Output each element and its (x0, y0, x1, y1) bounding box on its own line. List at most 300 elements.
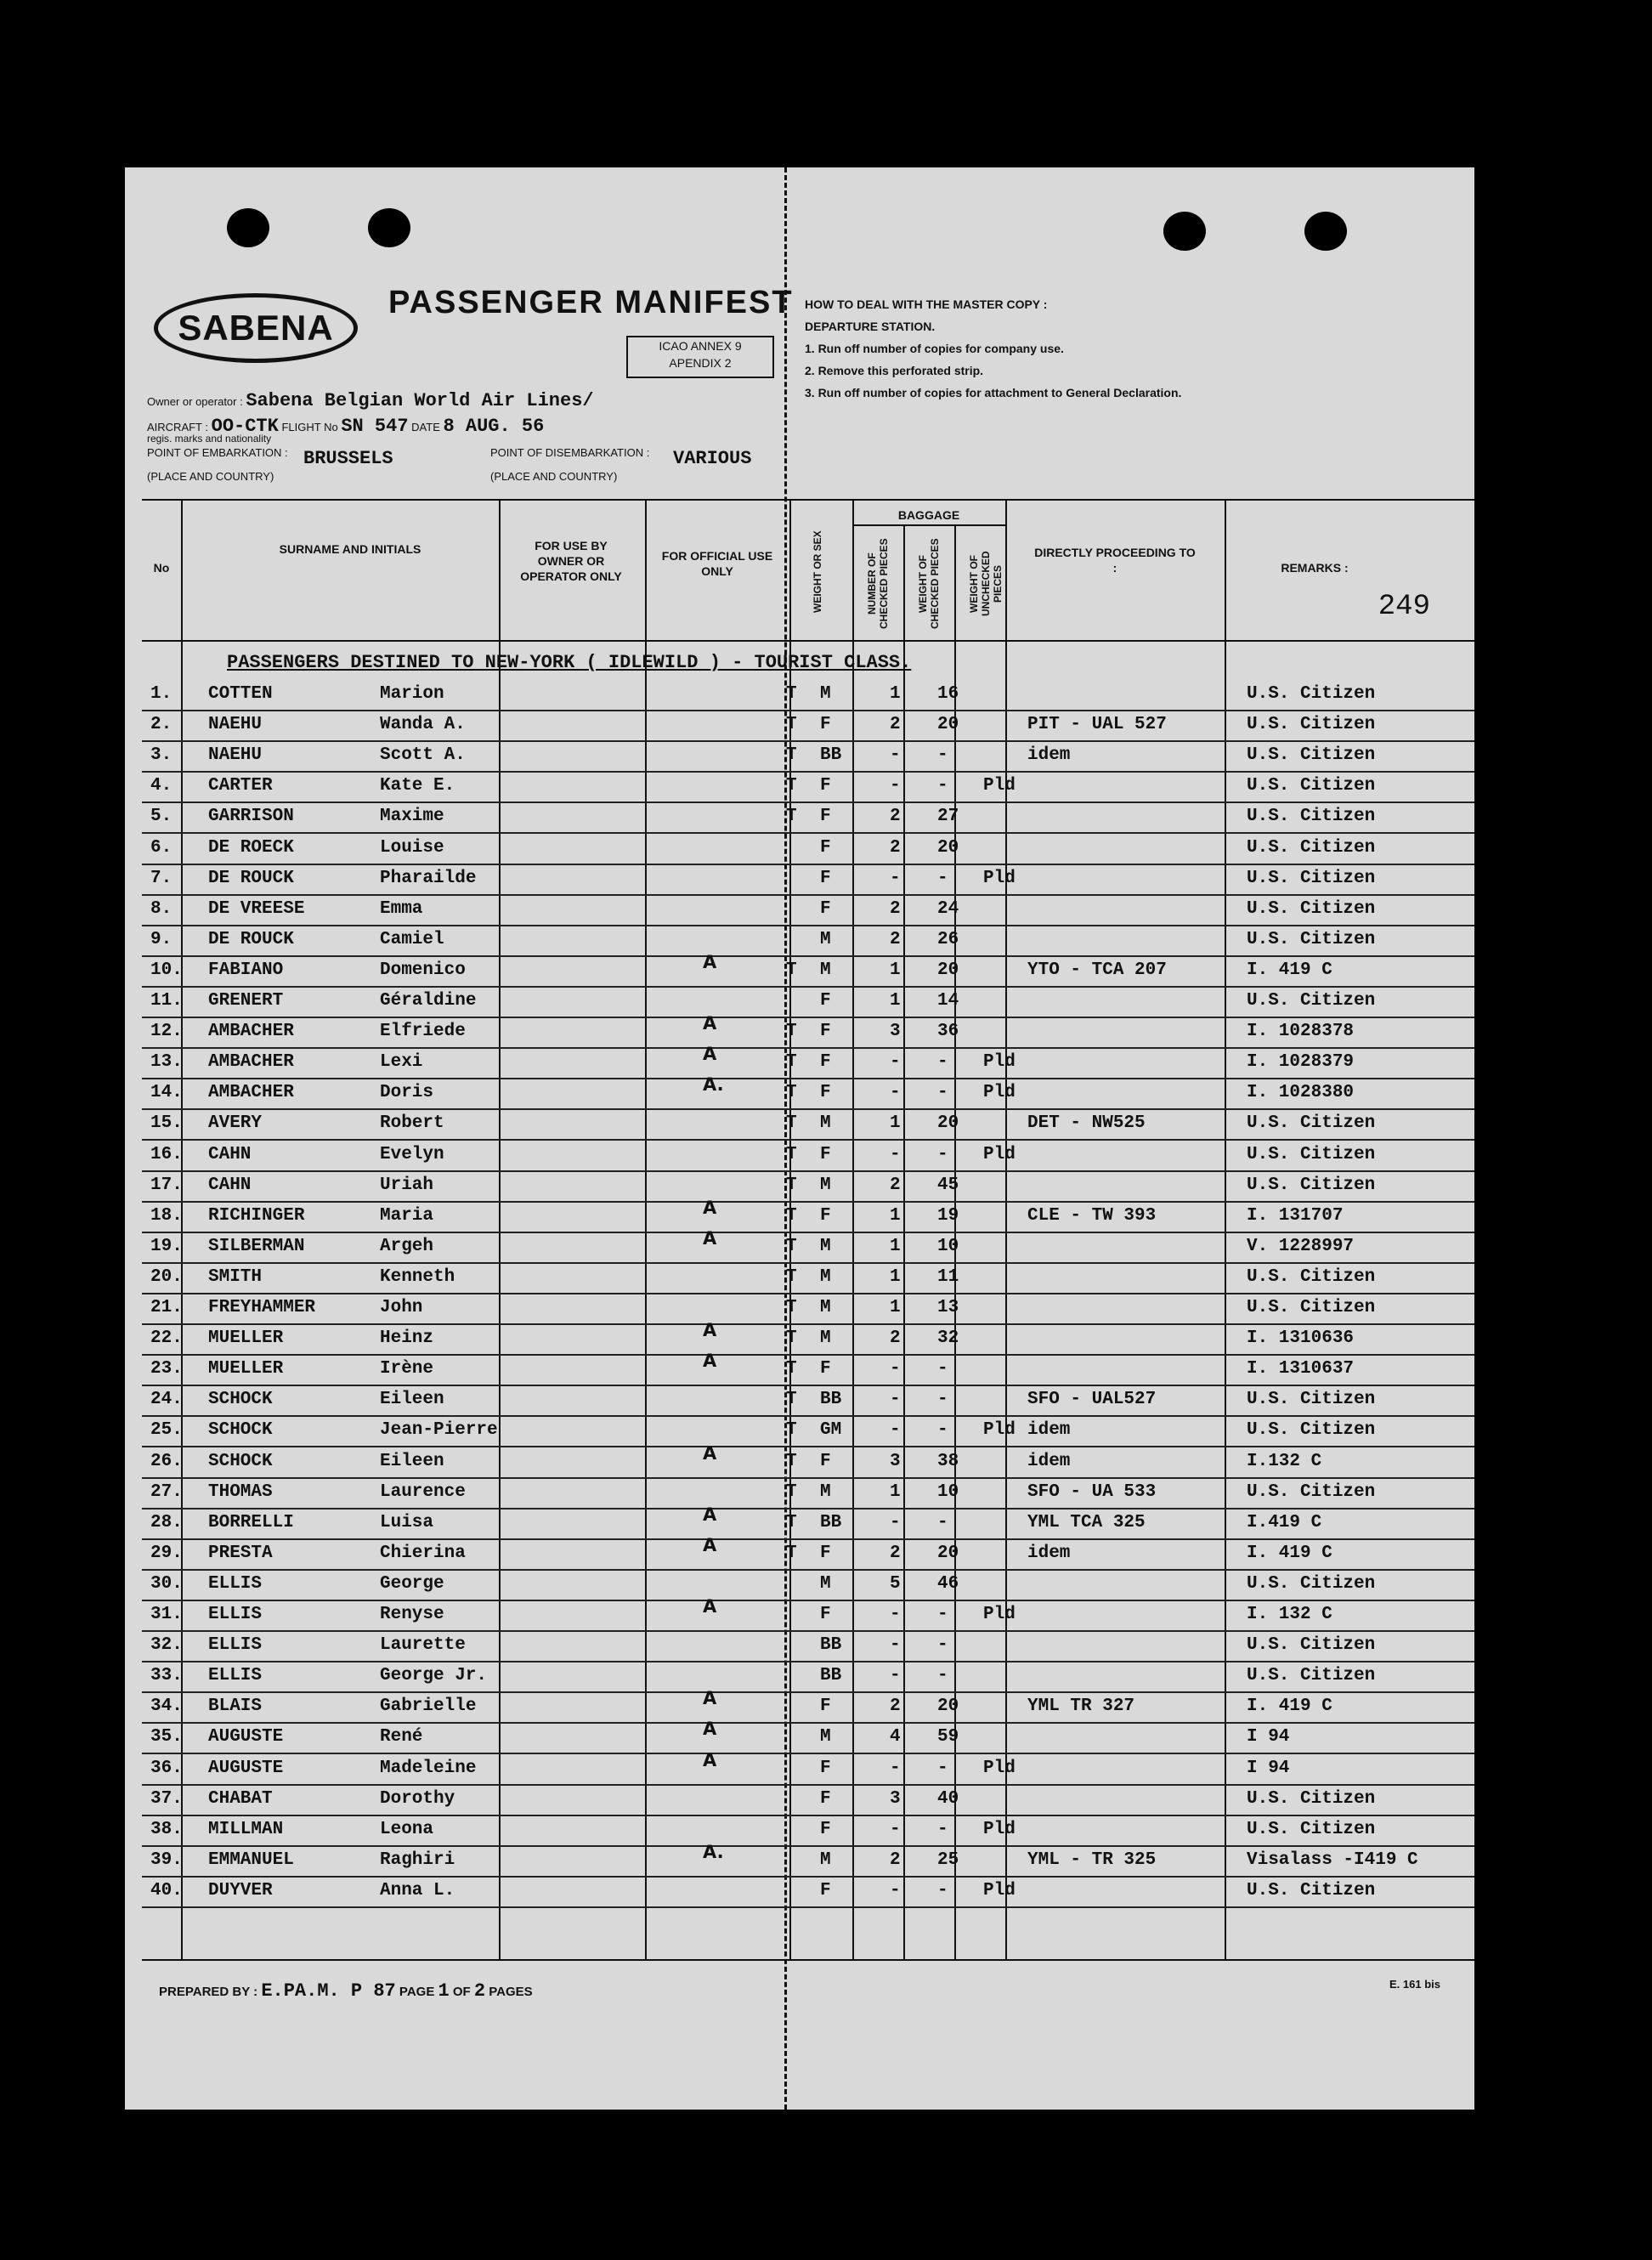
disembark-label: POINT OF DISEMBARKATION : (490, 446, 650, 459)
row-sex: F (820, 837, 831, 858)
operator-line (147, 390, 594, 411)
row-surname: FREYHAMMER (208, 1298, 316, 1317)
row-number: 6. (150, 837, 173, 858)
row-number: 26. (150, 1451, 183, 1471)
instruction-step: 2. Remove this perforated strip. (805, 364, 984, 377)
row-checked-pieces: 2 (890, 837, 901, 858)
row-official-mark: A (703, 1534, 717, 1555)
date-value: 8 AUG. 56 (443, 416, 545, 437)
row-remarks: U.S. Citizen (1247, 684, 1376, 704)
page-title: PASSENGER MANIFEST (388, 285, 794, 320)
row-remarks: I.419 C (1247, 1512, 1322, 1532)
row-surname: CHABAT (208, 1788, 273, 1809)
icao-line-2: APENDIX 2 (669, 356, 732, 370)
table-row (142, 803, 1474, 834)
row-checked-weight: 11 (937, 1266, 959, 1287)
row-checked-weight: 19 (937, 1205, 959, 1226)
row-remarks: U.S. Citizen (1247, 1635, 1376, 1656)
row-sex: F (820, 1144, 831, 1164)
row-checked-pieces: 2 (890, 1328, 901, 1349)
table-row (142, 1044, 1474, 1079)
footer (159, 1980, 533, 2002)
row-sex: F (820, 1083, 831, 1103)
row-official-mark: A (703, 1596, 717, 1617)
row-unchecked: Pld (983, 1605, 1016, 1624)
col-unchecked-weight: WEIGHT OF UNCHECKED PIECES (968, 551, 1004, 617)
row-class: T (786, 715, 797, 735)
row-class: T (786, 1328, 797, 1349)
row-proceeding: idem (1027, 1451, 1071, 1471)
row-remarks: I. 132 C (1247, 1605, 1332, 1624)
row-checked-weight: - (937, 1666, 948, 1686)
row-remarks: I. 1028378 (1247, 1022, 1355, 1042)
row-surname: PRESTA (208, 1543, 273, 1563)
row-checked-weight: 10 (937, 1481, 959, 1502)
row-official-mark: A (703, 1320, 717, 1341)
row-proceeding: YML TR 327 (1027, 1696, 1135, 1717)
table-row (142, 1417, 1474, 1447)
row-checked-weight: 36 (937, 1022, 959, 1042)
row-remarks: I. 1028380 (1247, 1083, 1355, 1103)
row-number: 27. (150, 1481, 183, 1502)
row-given-name: Raghiri (380, 1849, 455, 1870)
row-remarks: I. 419 C (1247, 1543, 1332, 1563)
row-surname: DE VREESE (208, 898, 305, 919)
row-sex: M (820, 1849, 831, 1870)
row-sex: F (820, 776, 831, 796)
punch-hole (1163, 212, 1206, 251)
row-checked-weight: - (937, 868, 948, 888)
row-unchecked: Pld (983, 868, 1016, 888)
table-row (142, 1662, 1474, 1693)
table-row (142, 1749, 1474, 1786)
row-surname: DUYVER (208, 1880, 273, 1900)
row-number: 12. (150, 1022, 183, 1042)
row-checked-pieces: 1 (890, 1113, 901, 1134)
aircraft-sub-label: regis. marks and nationality (147, 433, 272, 445)
row-checked-weight: 26 (937, 929, 959, 949)
punch-hole (368, 208, 410, 247)
row-official-mark: A (703, 1442, 717, 1464)
row-given-name: Robert (380, 1113, 444, 1134)
row-sex: M (820, 960, 831, 980)
row-class: T (786, 1175, 797, 1195)
row-surname: ELLIS (208, 1635, 263, 1656)
row-checked-weight: 45 (937, 1175, 959, 1195)
row-number: 24. (150, 1390, 183, 1410)
aircraft-label: AIRCRAFT : (147, 421, 208, 433)
row-given-name: Camiel (380, 929, 444, 949)
col-checked-weight: WEIGHT OF CHECKED PIECES (917, 538, 941, 630)
row-number: 31. (150, 1605, 183, 1624)
row-sex: M (820, 1298, 831, 1317)
row-sex: F (820, 1788, 831, 1809)
row-number: 33. (150, 1666, 183, 1686)
row-class: T (786, 745, 797, 766)
row-checked-pieces: 1 (890, 1266, 901, 1287)
row-class: T (786, 1451, 797, 1471)
prepared-label: PREPARED BY : (159, 1985, 258, 1999)
table-row (142, 1110, 1474, 1141)
row-number: 20. (150, 1266, 183, 1287)
row-checked-pieces: 3 (890, 1451, 901, 1471)
row-given-name: Maxime (380, 807, 444, 827)
row-given-name: Laurette (380, 1635, 466, 1656)
row-surname: THOMAS (208, 1481, 273, 1502)
row-remarks: I. 419 C (1247, 960, 1332, 980)
row-official-mark: A (703, 951, 717, 972)
table-row (142, 742, 1474, 773)
table-row (142, 1172, 1474, 1203)
row-surname: AMBACHER (208, 1052, 294, 1073)
row-sex: F (820, 1022, 831, 1042)
row-official-mark: A (703, 1719, 717, 1740)
row-checked-weight: - (937, 1635, 948, 1656)
row-sex: F (820, 807, 831, 827)
row-checked-weight: 14 (937, 991, 959, 1011)
row-surname: RICHINGER (208, 1205, 305, 1226)
row-unchecked: Pld (983, 1758, 1016, 1778)
row-surname: ELLIS (208, 1573, 263, 1594)
row-given-name: Wanda A. (380, 715, 466, 735)
row-given-name: John (380, 1298, 423, 1317)
aircraft-value: OO-CTK (211, 416, 279, 437)
row-checked-weight: - (937, 1819, 948, 1839)
row-sex: GM (820, 1420, 842, 1441)
row-checked-weight: - (937, 1420, 948, 1441)
row-proceeding: YTO - TCA 207 (1027, 960, 1167, 980)
row-checked-weight: 20 (937, 837, 959, 858)
row-surname: FABIANO (208, 960, 284, 980)
row-surname: SCHOCK (208, 1420, 273, 1441)
row-given-name: Pharailde (380, 868, 477, 888)
row-given-name: Emma (380, 898, 423, 919)
row-checked-pieces: 2 (890, 929, 901, 949)
row-number: 1. (150, 684, 173, 704)
row-sex: BB (820, 1666, 842, 1686)
row-remarks: U.S. Citizen (1247, 1819, 1376, 1839)
row-checked-pieces: - (890, 1635, 901, 1656)
row-remarks: U.S. Citizen (1247, 1788, 1376, 1809)
row-checked-pieces: - (890, 776, 901, 796)
row-checked-pieces: 2 (890, 807, 901, 827)
row-official-mark: A (703, 1227, 717, 1249)
row-surname: CAHN (208, 1175, 252, 1195)
row-remarks: U.S. Citizen (1247, 1298, 1376, 1317)
col-owner-use: FOR USE BY OWNER OR OPERATOR ONLY (520, 539, 622, 583)
date-label: DATE (411, 421, 440, 433)
row-checked-pieces: 3 (890, 1022, 901, 1042)
row-checked-weight: 27 (937, 807, 959, 827)
row-sex: F (820, 1359, 831, 1379)
table-row (142, 1320, 1474, 1356)
table-row (142, 1596, 1474, 1632)
of-label: OF (452, 1985, 471, 1999)
row-checked-weight: 46 (937, 1573, 959, 1594)
row-number: 13. (150, 1052, 183, 1073)
row-remarks: U.S. Citizen (1247, 929, 1376, 949)
row-remarks: U.S. Citizen (1247, 745, 1376, 766)
punch-hole (1304, 212, 1347, 251)
sabena-logo: SABENA (154, 293, 358, 363)
col-no: No (153, 561, 170, 575)
row-surname: AMBACHER (208, 1022, 294, 1042)
row-number: 11. (150, 991, 183, 1011)
row-checked-weight: - (937, 1512, 948, 1532)
row-checked-weight: - (937, 1605, 948, 1624)
row-number: 7. (150, 868, 173, 888)
row-sex: F (820, 1052, 831, 1073)
row-checked-pieces: 1 (890, 684, 901, 704)
row-class: T (786, 807, 797, 827)
row-checked-pieces: - (890, 745, 901, 766)
row-given-name: Dorothy (380, 1788, 455, 1809)
row-remarks: U.S. Citizen (1247, 1573, 1376, 1594)
table-row (142, 773, 1474, 803)
row-surname: AVERY (208, 1113, 263, 1134)
row-surname: MUELLER (208, 1359, 284, 1379)
row-number: 29. (150, 1543, 183, 1563)
punch-hole (227, 208, 269, 247)
table-row (142, 1074, 1474, 1110)
row-number: 9. (150, 929, 173, 949)
row-given-name: Maria (380, 1205, 434, 1226)
manifest-sheet (125, 167, 1474, 2110)
row-surname: NAEHU (208, 745, 263, 766)
row-sex: F (820, 1819, 831, 1839)
row-number: 19. (150, 1236, 183, 1256)
instruction-step: 3. Run off number of copies for attachment to General Declaration. (805, 386, 1182, 399)
row-checked-weight: 20 (937, 1113, 959, 1134)
flight-value: SN 547 (341, 416, 409, 437)
row-given-name: Scott A. (380, 745, 466, 766)
row-proceeding: PIT - UAL 527 (1027, 715, 1167, 735)
row-given-name: Renyse (380, 1605, 444, 1624)
table-row (142, 1632, 1474, 1662)
col-surname: SURNAME AND INITIALS (279, 542, 421, 556)
row-class: T (786, 1481, 797, 1502)
row-checked-weight: 13 (937, 1298, 959, 1317)
row-unchecked: Pld (983, 1052, 1016, 1073)
row-proceeding: idem (1027, 1543, 1071, 1563)
row-class: T (786, 1390, 797, 1410)
row-official-mark: A (703, 1688, 717, 1709)
row-checked-pieces: 1 (890, 1298, 901, 1317)
row-remarks: U.S. Citizen (1247, 1481, 1376, 1502)
row-sex: M (820, 1113, 831, 1134)
row-remarks: U.S. Citizen (1247, 898, 1376, 919)
row-given-name: Kenneth (380, 1266, 455, 1287)
table-row (142, 711, 1474, 742)
row-surname: DE ROUCK (208, 929, 294, 949)
table-row (142, 681, 1474, 711)
table-row (142, 1013, 1474, 1049)
row-checked-pieces: 1 (890, 991, 901, 1011)
row-given-name: Laurence (380, 1481, 466, 1502)
table-row (142, 1351, 1474, 1386)
table-row (142, 1878, 1474, 1908)
row-checked-weight: 20 (937, 715, 959, 735)
row-checked-weight: 32 (937, 1328, 959, 1349)
table-row (142, 896, 1474, 926)
row-remarks: U.S. Citizen (1247, 1266, 1376, 1287)
row-sex: M (820, 1727, 831, 1747)
table-top-rule (142, 499, 1474, 501)
row-remarks: U.S. Citizen (1247, 1666, 1376, 1686)
row-checked-pieces: - (890, 1880, 901, 1900)
col-weight-sex: WEIGHT OR SEX (812, 530, 823, 614)
row-surname: MUELLER (208, 1328, 284, 1349)
instructions-subtitle: DEPARTURE STATION. (805, 320, 936, 333)
row-checked-pieces: - (890, 1359, 901, 1379)
row-given-name: Lexi (380, 1052, 423, 1073)
row-sex: F (820, 715, 831, 735)
table-header-rule (142, 640, 1474, 642)
row-surname: BLAIS (208, 1696, 263, 1717)
row-remarks: I. 1028379 (1247, 1052, 1355, 1073)
embark-label: POINT OF EMBARKATION : (147, 446, 288, 459)
table-bottom-rule (142, 1959, 1474, 1961)
row-surname: AUGUSTE (208, 1727, 284, 1747)
row-surname: GRENERT (208, 991, 284, 1011)
row-sex: M (820, 1481, 831, 1502)
row-sex: M (820, 1236, 831, 1256)
row-given-name: Madeleine (380, 1758, 477, 1778)
row-number: 28. (150, 1512, 183, 1532)
row-number: 23. (150, 1359, 183, 1379)
row-surname: AMBACHER (208, 1083, 294, 1103)
row-class: T (786, 1543, 797, 1563)
row-checked-pieces: - (890, 868, 901, 888)
page-stamp: 249 (1378, 591, 1430, 623)
row-sex: BB (820, 1390, 842, 1410)
row-unchecked: Pld (983, 1880, 1016, 1900)
col-remarks: REMARKS : (1281, 561, 1349, 575)
row-checked-weight: - (937, 1758, 948, 1778)
row-class: T (786, 1359, 797, 1379)
row-checked-pieces: - (890, 1083, 901, 1103)
row-number: 2. (150, 715, 173, 735)
table-row (142, 1442, 1474, 1479)
instruction-step: 1. Run off number of copies for company use. (805, 342, 1064, 355)
row-given-name: René (380, 1727, 423, 1747)
row-given-name: Jean-Pierre (380, 1420, 498, 1441)
embark-sub: (PLACE AND COUNTRY) (147, 470, 274, 483)
row-remarks: I 94 (1247, 1727, 1290, 1747)
row-number: 39. (150, 1849, 183, 1870)
row-given-name: Eileen (380, 1390, 444, 1410)
row-remarks: I. 1310636 (1247, 1328, 1355, 1349)
disembark-value: VARIOUS (673, 448, 752, 469)
table-row (142, 1386, 1474, 1417)
row-remarks: U.S. Citizen (1247, 1390, 1376, 1410)
row-given-name: Chierina (380, 1543, 466, 1563)
row-given-name: Domenico (380, 960, 466, 980)
row-number: 32. (150, 1635, 183, 1656)
row-remarks: I.132 C (1247, 1451, 1322, 1471)
prepared-value: E.PA.M. P 87 (261, 1980, 396, 2002)
row-given-name: Heinz (380, 1328, 434, 1349)
row-surname: SILBERMAN (208, 1236, 305, 1256)
table-row (142, 1294, 1474, 1325)
row-official-mark: A. (703, 1841, 724, 1862)
icao-line-1: ICAO ANNEX 9 (659, 339, 742, 353)
row-checked-pieces: 2 (890, 1543, 901, 1563)
row-remarks: U.S. Citizen (1247, 1175, 1376, 1195)
row-remarks: Visalass -I419 C (1247, 1849, 1418, 1870)
row-surname: COTTEN (208, 684, 273, 704)
row-checked-pieces: 2 (890, 1175, 901, 1195)
row-given-name: Argeh (380, 1236, 434, 1256)
row-official-mark: A (703, 1013, 717, 1034)
row-surname: DE ROECK (208, 837, 294, 858)
row-number: 4. (150, 776, 173, 796)
row-checked-weight: - (937, 745, 948, 766)
row-class: T (786, 1420, 797, 1441)
row-number: 3. (150, 745, 173, 766)
form-code: E. 161 bis (1389, 1978, 1440, 1991)
row-class: T (786, 960, 797, 980)
row-official-mark: A (703, 1749, 717, 1770)
row-class: T (786, 1298, 797, 1317)
row-official-mark: A (703, 1504, 717, 1525)
instructions-block (805, 293, 1451, 404)
row-sex: F (820, 1605, 831, 1624)
table-row (142, 1504, 1474, 1540)
flight-label: FLIGHT No (281, 421, 338, 433)
baggage-rule (852, 524, 1005, 526)
row-sex: M (820, 1328, 831, 1349)
of-value: 2 (473, 1980, 486, 2002)
row-given-name: Géraldine (380, 991, 477, 1011)
row-given-name: Leona (380, 1819, 434, 1839)
table-row (142, 1534, 1474, 1571)
row-checked-weight: 10 (937, 1236, 959, 1256)
row-checked-pieces: 2 (890, 898, 901, 919)
row-official-mark: A (703, 1197, 717, 1218)
table-row (142, 1227, 1474, 1264)
row-remarks: I 94 (1247, 1758, 1290, 1778)
row-surname: BORRELLI (208, 1512, 294, 1532)
row-given-name: Irène (380, 1359, 434, 1379)
icao-annex-box (626, 336, 774, 378)
row-remarks: U.S. Citizen (1247, 991, 1376, 1011)
table-row (142, 988, 1474, 1018)
row-class: T (786, 1022, 797, 1042)
row-number: 37. (150, 1788, 183, 1809)
row-proceeding: YML TCA 325 (1027, 1512, 1146, 1532)
row-checked-weight: - (937, 1083, 948, 1103)
row-checked-pieces: 1 (890, 1236, 901, 1256)
row-given-name: Elfriede (380, 1022, 466, 1042)
row-sex: M (820, 929, 831, 949)
table-row (142, 1688, 1474, 1724)
row-checked-pieces: 2 (890, 1849, 901, 1870)
row-surname: NAEHU (208, 715, 263, 735)
table-row (142, 1719, 1474, 1754)
instructions-title: HOW TO DEAL WITH THE MASTER COPY : (805, 297, 1048, 311)
row-remarks: V. 1228997 (1247, 1236, 1355, 1256)
row-checked-pieces: - (890, 1605, 901, 1624)
row-sex: M (820, 684, 831, 704)
col-official-use: FOR OFFICIAL USE ONLY (661, 549, 773, 578)
row-checked-pieces: 1 (890, 1481, 901, 1502)
table-row (142, 1841, 1474, 1878)
table-row (142, 1571, 1474, 1601)
row-sex: F (820, 1543, 831, 1563)
row-surname: DE ROUCK (208, 868, 294, 888)
row-checked-weight: 38 (937, 1451, 959, 1471)
